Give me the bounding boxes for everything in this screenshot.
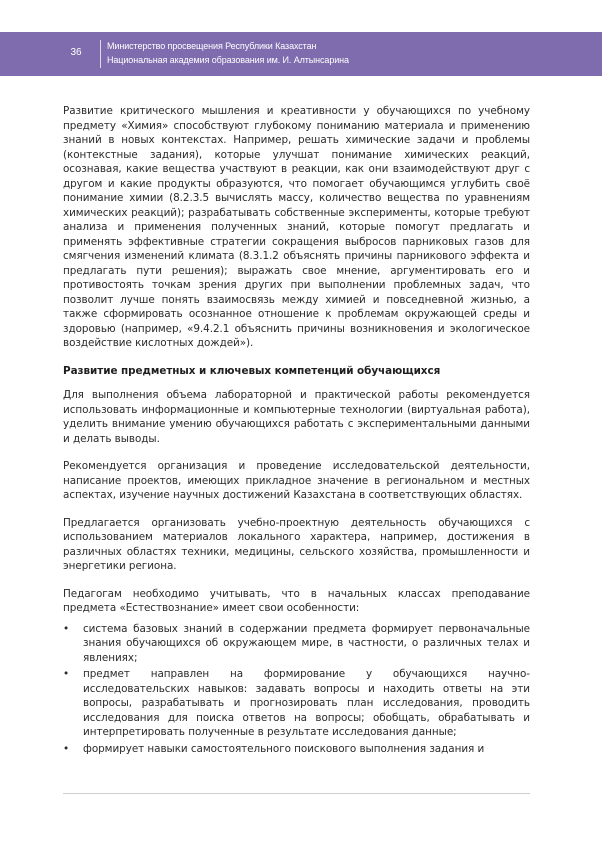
page-content [63, 104, 530, 758]
header-divider [100, 40, 101, 68]
footer-rule [63, 793, 530, 794]
features-list [63, 622, 530, 757]
list-item [63, 622, 530, 666]
bullet-icon: • [63, 742, 70, 755]
paragraph-critical-thinking: Развитие критического мышления и креативности у обучающихся по учебному предмету «Химия» способствуют глубокому пониманию материала и применению знаний в новых контекстах. Например, решать химические задачи и проблемы (контекстные задания), которые улучшат понимание химических реакций, осознавая, какие вещества участвуют в реакции, как они взаимодействуют друг с другом и какие продукты образуются, что помогает обучающимся углубить своё понимание химии (8.2.3.5 вычислять массу, количество вещества по уравнениям химических реакций); разрабатывать собственные эксперименты, которые требуют анализа и применения полученных знаний, которые помогут предлагать и применять эффективные стратегии сокращения выбросов парниковых газов для смягчения изменений климата (8.3.1.2 объяснять причины парникового эффекта и предлагать пути решения); выражать свое мнение, аргументировать его и противостоять точкам зрения других при выполнении проблемных задач, что позволит лучше понять взаимосвязь между химией и повседневной жизнью, а также сформировать осознанное отношение к проблемам окружающей среды и здоровью (например, «9.4.2.1 объяснить причины возникновения и экологическое воздействие кислотных дождей»). [63, 105, 530, 349]
paragraph-primary-classes: Педагогам необходимо учитывать, что в начальных классах преподавание предмета «Естествознание» имеет свои особенности: [63, 587, 530, 614]
paragraph-lab-work: Для выполнения объема лабораторной и практической работы рекомендуется использовать информационные и компьютерные технологии (виртуальная работа), уделить внимание умению обучающихся работать с экспериментальными данными и делать выводы. [63, 389, 530, 445]
header-band [0, 32, 602, 76]
paragraph-projects: Предлагается организовать учебно-проектную деятельность обучающихся с использованием материалов локального характера, например, достижения в различных областях техники, медицины, сельского хозяйства, промышленности и энергетики региона. [63, 516, 530, 572]
list-item-text: система базовых знаний в содержании предмета формирует первоначальные знания обучающихся об окружающем мире, в частности, о различных телах и явлениях; [83, 622, 530, 664]
list-item [63, 742, 530, 757]
section-heading: Развитие предметных и ключевых компетенций обучающихся [63, 364, 441, 377]
list-item [63, 667, 530, 740]
list-item-text: предмет направлен на формирование у обучающихся научно-исследовательских навыков: задавать вопросы и находить ответы на эти вопросы, разрабатывать и прогнозировать план исследования, проводить исследования для поиска ответов на вопросы; обобщать, обрабатывать и интерпретировать полученные в результате исследования данные; [83, 668, 530, 738]
bullet-icon: • [63, 622, 70, 635]
page-number: 36 [70, 47, 82, 58]
list-item-text: формирует навыки самостоятельного поискового выполнения задания и [83, 742, 485, 755]
header-ministry: Министерство просвещения Республики Казахстан [107, 41, 317, 51]
header-academy: Национальная академия образования им. И. Алтынсарина [107, 55, 349, 65]
paragraph-research: Рекомендуется организация и проведение исследовательской деятельности, написание проектов, имеющих прикладное значение в региональном и местных аспектах, изучение научных достижений Казахстана в соответствующих областях. [63, 460, 530, 501]
bullet-icon: • [63, 668, 70, 680]
